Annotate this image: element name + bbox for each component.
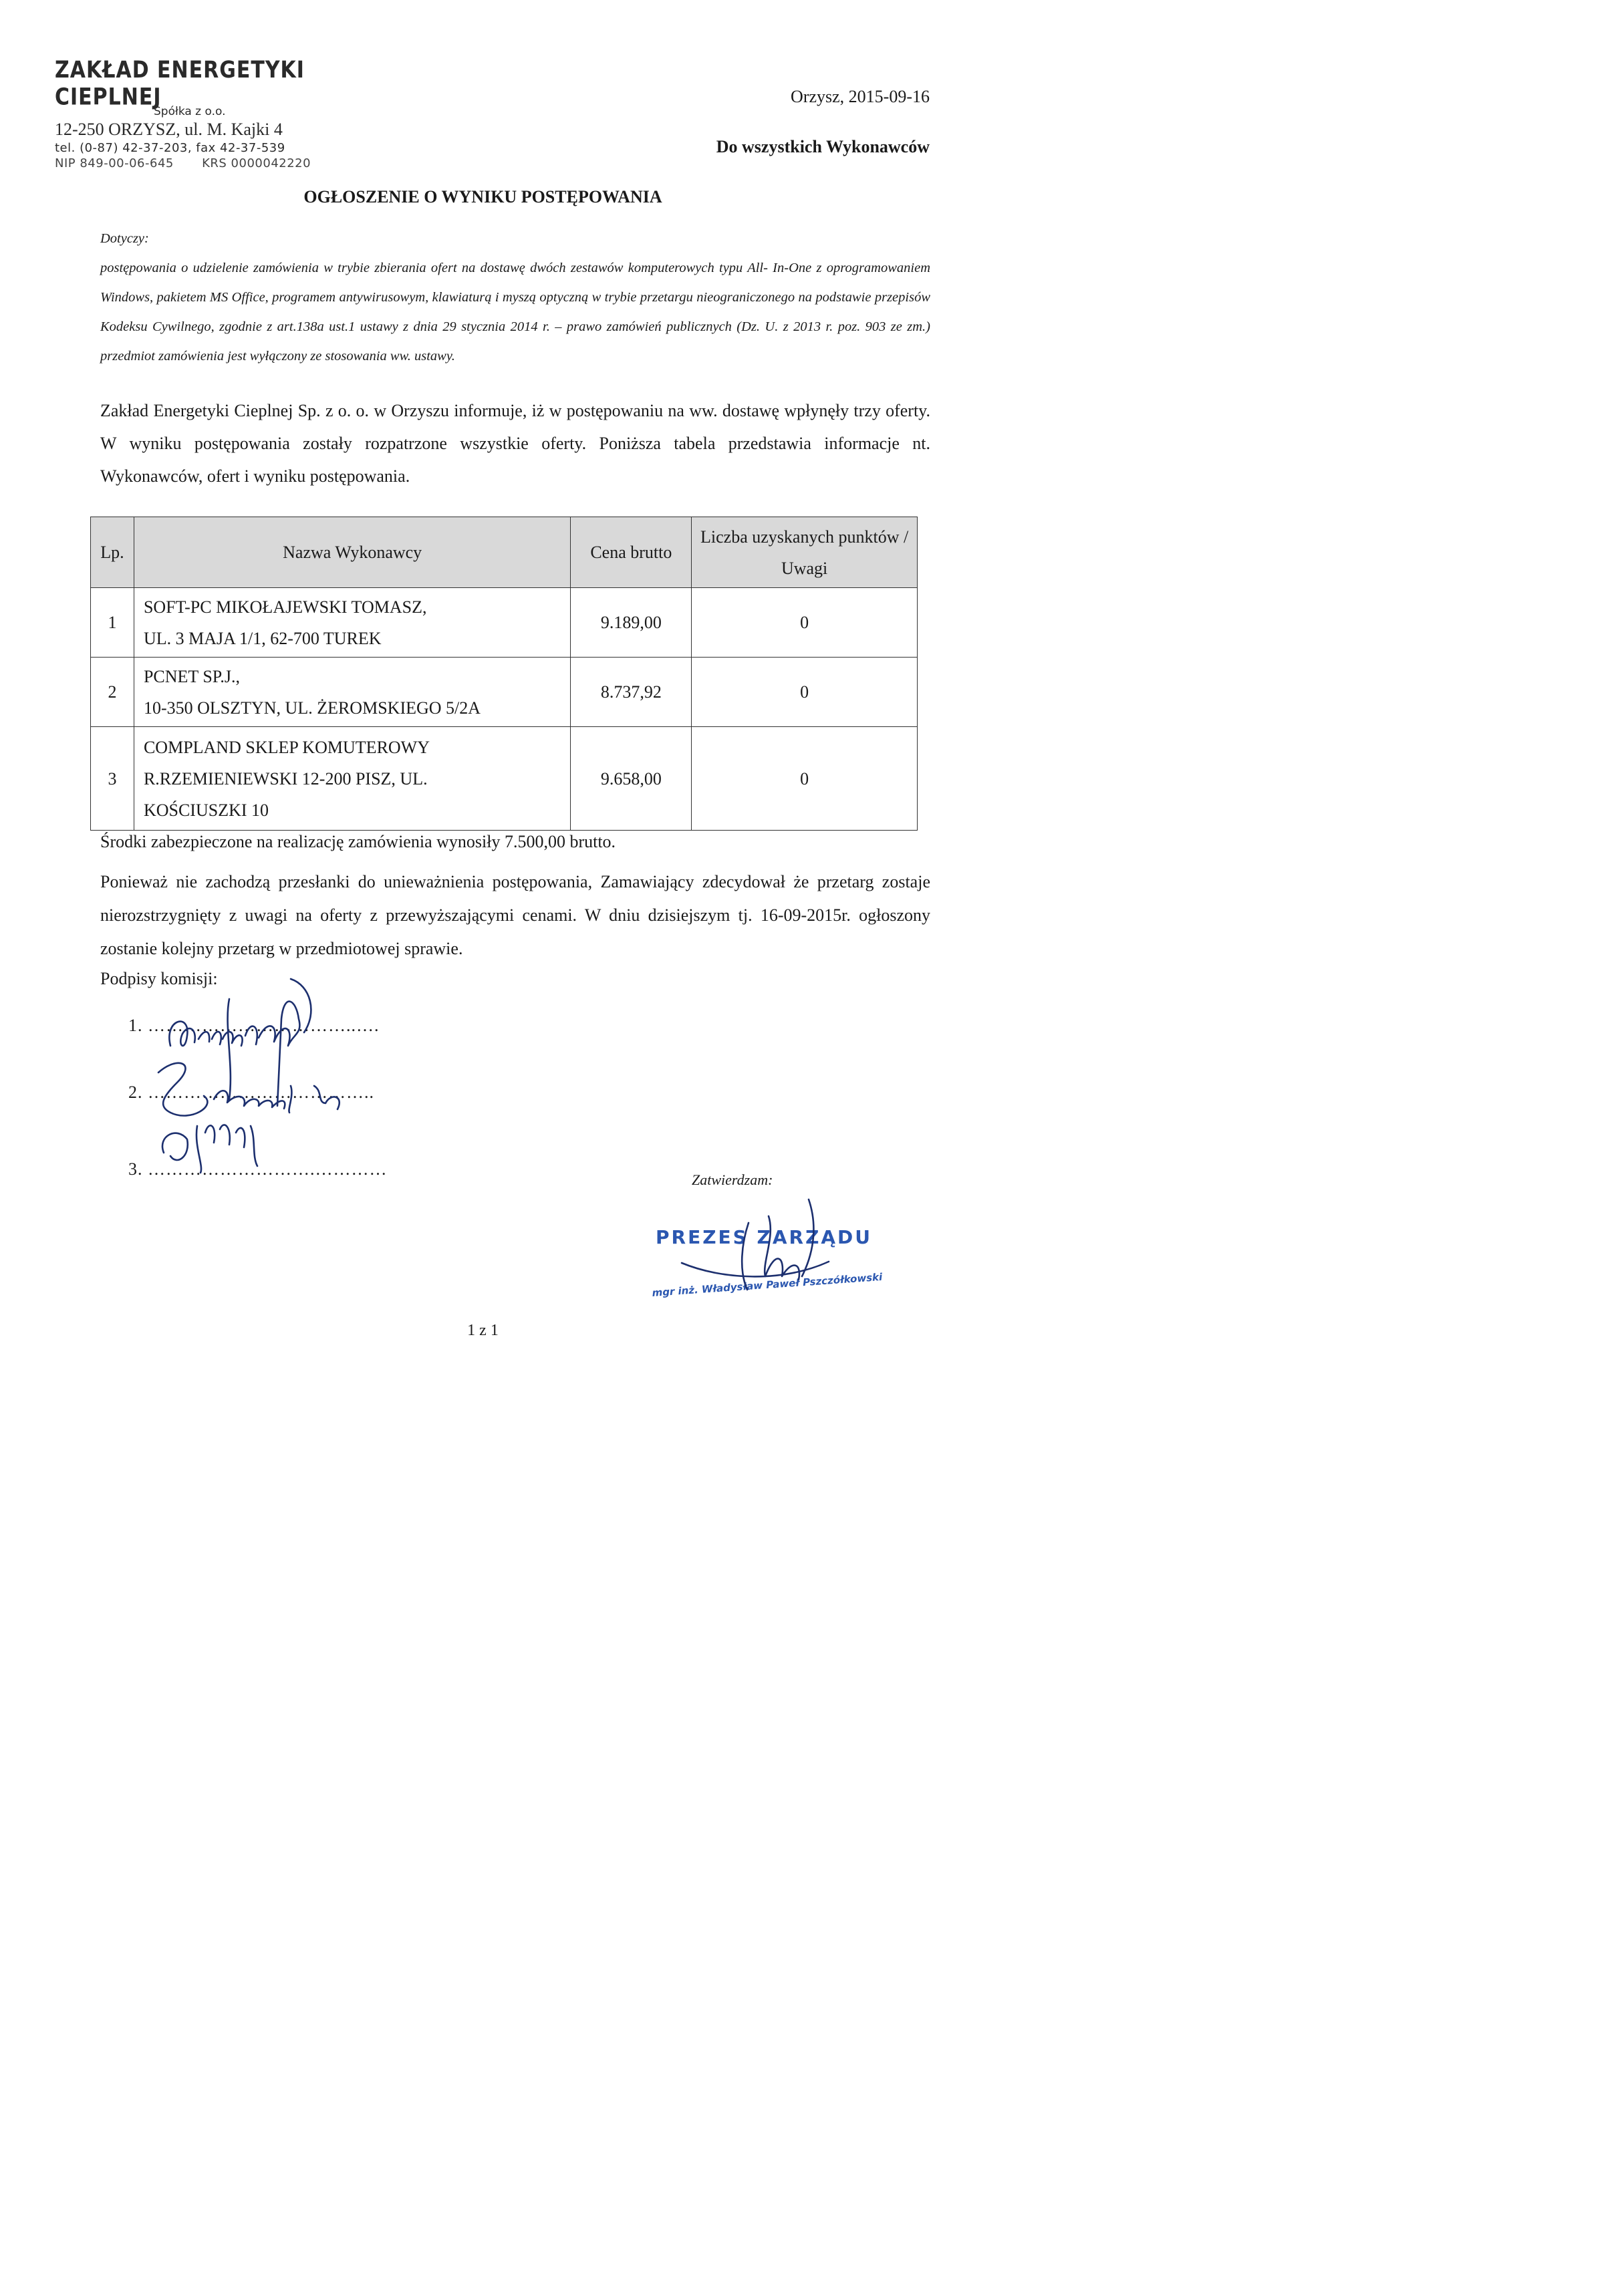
company-phone: tel. (0-87) 42-37-203, fax 42-37-539 [55, 141, 285, 155]
table-row [91, 658, 918, 727]
row-points: 0 [692, 727, 918, 831]
signature-line-2: 2. ……………………………….. [128, 1083, 374, 1102]
conclusion-paragraph: Ponieważ nie zachodzą przesłanki do unieważnienia postępowania, Zamawiający zdecydował że przetarg zostaje nierozstrzygnięty z uwagi na oferty z przewyższającymi cenami. W dniu dzisiejszym tj. 16-09-2015r. ogłoszony zostanie kolejny przetarg w przedmiotowej sprawie. [100, 872, 930, 958]
handwritten-signatures [150, 972, 358, 1179]
row-name [134, 658, 570, 727]
row-name-line: UL. 3 MAJA 1/1, 62-700 TUREK [143, 628, 382, 648]
company-registry [55, 156, 349, 170]
subject-block [100, 224, 930, 371]
row-name-line: COMPLAND SKLEP KOMUTEROWY [143, 737, 430, 757]
page-number: 1 z 1 [467, 1322, 499, 1339]
header-lp: Lp. [91, 517, 134, 588]
row-price: 8.737,92 [571, 658, 692, 727]
row-price: 9.658,00 [571, 727, 692, 831]
row-name-line: SOFT-PC MIKOŁAJEWSKI TOMASZ, [143, 597, 427, 617]
results-table [90, 517, 918, 831]
table-row [91, 588, 918, 658]
header-name: Nazwa Wykonawcy [134, 517, 570, 588]
row-lp: 1 [91, 588, 134, 658]
approval-label: Zatwierdzam: [692, 1171, 773, 1188]
row-name-line: 10-350 OLSZTYN, UL. ŻEROMSKIEGO 5/2A [143, 698, 481, 718]
subject-text: postępowania o udzielenie zamówienia w trybie zbierania ofert na dostawę dwóch zestawów komputerowych typu All- In-One z oprogramowaniem Windows, pakietem MS Office, programem antywirusowym, klawiaturą i myszą optyczną w trybie przetargu nieograniczonego na podstawie przepisów Kodeksu Cywilnego, zgodnie z art.138a ust.1 ustawy z dnia 29 stycznia 2014 r. – prawo zamówień publicznych (Dz. U. z 2013 r. poz. 903 ze zm.) przedmiot zamówienia jest wyłączony ze stosowania ww. ustawy. [100, 261, 930, 364]
row-lp: 3 [91, 727, 134, 831]
header-price: Cena brutto [571, 517, 692, 588]
table-header-row [91, 517, 918, 588]
document-title: OGŁOSZENIE O WYNIKU POSTĘPOWANIA [303, 187, 662, 206]
addressee: Do wszystkich Wykonawców [716, 137, 930, 156]
company-form: Spółka z o.o. [154, 105, 226, 118]
table-row [91, 727, 918, 831]
row-lp: 2 [91, 658, 134, 727]
row-name-line: PCNET SP.J., [143, 666, 240, 686]
subject-label: Dotyczy: [100, 231, 149, 246]
row-price: 9.189,00 [571, 588, 692, 658]
row-name-line: R.RZEMIENIEWSKI 12-200 PISZ, UL. [143, 768, 428, 788]
row-name-line: KOŚCIUSZKI 10 [143, 800, 269, 820]
row-name [134, 727, 570, 831]
row-points: 0 [692, 588, 918, 658]
intro-paragraph: Zakład Energetyki Cieplnej Sp. z o. o. w Orzyszu informuje, iż w postępowaniu na ww. dostawę wpłynęły trzy oferty. W wyniku postępowania zostały rozpatrzone wszystkie oferty. Poniższa tabela przedstawia informacje nt. Wykonawców, ofert i wyniku postępowania. [100, 401, 930, 486]
company-nip: NIP 849-00-06-645 [55, 156, 174, 170]
company-krs: KRS 0000042220 [202, 156, 311, 170]
signatures-label: Podpisy komisji: [100, 969, 218, 988]
stamp-title: PREZES ZARZĄDU [656, 1226, 873, 1248]
stamp-name: mgr inż. Władysław Paweł Pszczółkowski [652, 1270, 883, 1299]
company-name: ZAKŁAD ENERGETYKI CIEPLNEJ [55, 57, 305, 111]
row-points: 0 [692, 658, 918, 727]
company-stamp [55, 57, 349, 170]
company-address: 12-250 ORZYSZ, ul. M. Kajki 4 [55, 120, 283, 139]
header-points: Liczba uzyskanych punktów / Uwagi [692, 517, 918, 588]
funds-note: Środki zabezpieczone na realizację zamówienia wynosiły 7.500,00 brutto. [100, 832, 616, 851]
president-signature [668, 1196, 869, 1303]
signature-line-1: 1. ……………………………..…. [128, 1016, 380, 1035]
place-date: Orzysz, 2015-09-16 [791, 87, 930, 106]
row-name [134, 588, 570, 658]
signature-line-3: 3. ……………………….………… [128, 1159, 388, 1179]
